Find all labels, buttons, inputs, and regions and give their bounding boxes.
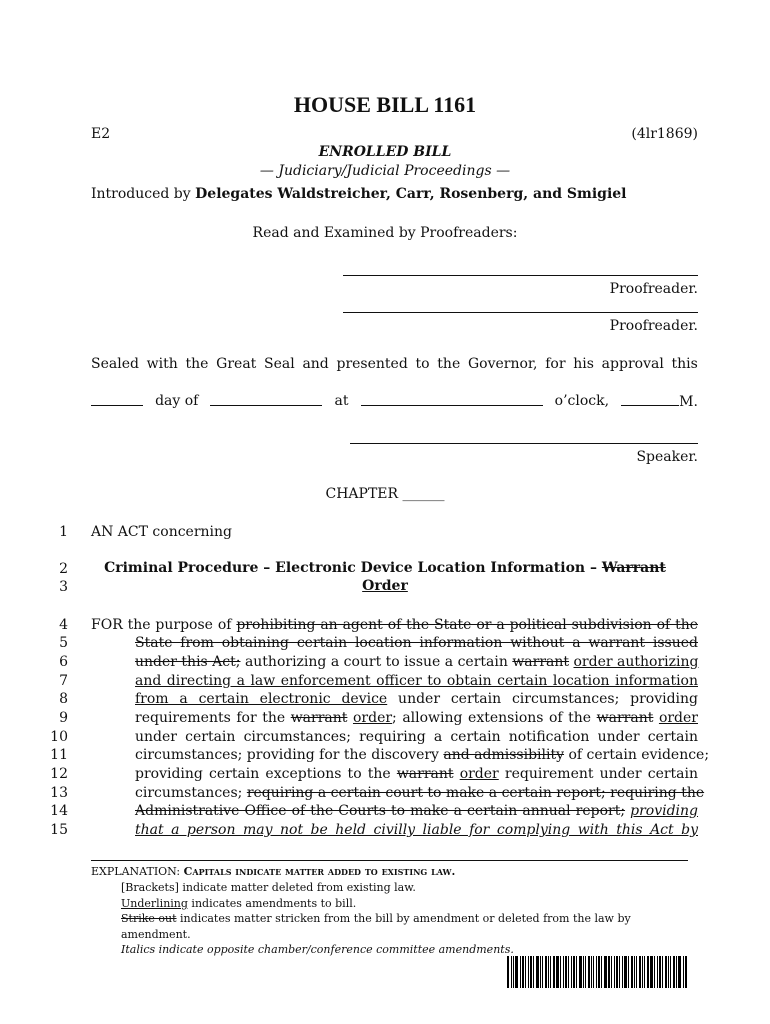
underlined-text: order <box>658 710 698 726</box>
word: Governor, <box>467 356 538 372</box>
underlined-text: order <box>459 766 499 782</box>
meridiem <box>621 393 698 410</box>
legend-strike-cont: amendment. <box>121 928 191 941</box>
struck-text: warrant <box>396 766 454 782</box>
barcode-bar <box>678 956 681 988</box>
text: FOR the purpose of <box>91 617 232 633</box>
barcode-bar <box>593 956 594 988</box>
day-blank <box>91 393 143 406</box>
barcode-bar <box>616 956 618 988</box>
barcode-bar <box>513 956 514 988</box>
barcode-bar <box>515 956 518 988</box>
intro-prefix: Introduced by <box>91 186 196 202</box>
barcode-bar <box>668 956 669 988</box>
barcode-bar <box>548 956 549 988</box>
barcode-bar <box>683 956 684 988</box>
barcode-bar <box>542 956 543 988</box>
speaker-signature-line <box>350 443 698 444</box>
explanation <box>91 865 455 878</box>
underlined-text: order <box>352 710 393 726</box>
italic-underlined-text: providing <box>630 803 699 819</box>
struck-text: under this Act; <box>135 654 241 670</box>
underlined-text: from a certain electronic device <box>135 691 388 707</box>
struck-text: requiring a certain court to make a certain report; requiring the <box>246 785 705 801</box>
drafting-code: (4lr1869) <box>631 126 698 142</box>
barcode-bar <box>525 956 526 988</box>
text: providing certain exceptions to the <box>135 766 391 782</box>
barcode-bar <box>563 956 564 988</box>
enrolled-label: ENROLLED BILL <box>318 144 452 160</box>
an-act: AN ACT concerning <box>91 524 232 540</box>
purpose-line-4 <box>91 617 698 633</box>
line-number: 13 <box>50 785 68 801</box>
barcode-bar <box>622 956 623 988</box>
oclock-label: o’clock, <box>554 393 610 409</box>
word: this <box>671 356 698 372</box>
text: requirement under certain <box>504 766 699 782</box>
text: requirements for the <box>135 710 286 726</box>
proofreader-signature-line-2 <box>343 312 698 313</box>
barcode-bar <box>571 956 572 988</box>
footer-rule <box>91 860 688 861</box>
legend-underlining <box>121 896 356 911</box>
line-number: 3 <box>59 579 68 595</box>
barcode-bar <box>642 956 643 988</box>
barcode-bar <box>511 956 512 988</box>
heading-underlined: Order <box>362 578 408 594</box>
barcode-bar <box>631 956 633 988</box>
barcode-bar <box>624 956 627 988</box>
explanation-label: EXPLANATION: <box>91 865 184 878</box>
word: presented <box>336 356 408 372</box>
barcode-bar <box>670 956 671 988</box>
word: the <box>437 356 461 372</box>
struck-text: warrant <box>512 654 570 670</box>
month-blank <box>210 393 322 406</box>
barcode-bar <box>628 956 629 988</box>
line-number: 11 <box>50 747 68 763</box>
line-number: 15 <box>50 822 68 838</box>
barcode-bar <box>604 956 607 988</box>
subject-code: E2 <box>91 126 111 142</box>
barcode-bar <box>568 956 569 988</box>
word: approval <box>601 356 664 372</box>
proofreader-signature-line-1 <box>343 275 698 276</box>
line-number: 2 <box>59 561 68 577</box>
purpose-line-13 <box>135 785 705 801</box>
read-examined: Read and Examined by Proofreaders: <box>252 225 518 241</box>
barcode-bar <box>636 956 637 988</box>
time-blank <box>361 393 543 406</box>
word: Great <box>216 356 257 372</box>
text: circumstances; <box>135 785 243 801</box>
legend-key: Underlining <box>121 897 188 910</box>
word: to <box>415 356 430 372</box>
barcode-bar <box>685 956 687 988</box>
chapter-label: CHAPTER ______ <box>325 486 445 502</box>
barcode-bar <box>556 956 559 988</box>
struck-text: prohibiting an agent of the State or a political subdivision of the <box>236 617 698 633</box>
purpose-line-15 <box>135 822 698 838</box>
barcode-bar <box>596 956 597 988</box>
barcode-bar <box>614 956 615 988</box>
speaker-label: Speaker. <box>636 449 698 465</box>
committee-label: — Judiciary/Judicial Proceedings — <box>259 163 511 179</box>
line-number: 9 <box>59 710 68 726</box>
line-number: 6 <box>59 654 68 670</box>
legend-italics: Italics indicate opposite chamber/conference committee amendments. <box>121 943 514 956</box>
barcode-bar <box>591 956 592 988</box>
underlined-text: order authorizing <box>573 654 699 670</box>
barcode-bar <box>579 956 582 988</box>
heading-struck: Warrant <box>601 560 666 576</box>
barcode-bar <box>565 956 567 988</box>
barcode-bar <box>598 956 600 988</box>
struck-text: warrant <box>596 710 654 726</box>
proofreader-label-2: Proofreader. <box>609 318 698 334</box>
word: the <box>185 356 209 372</box>
barcode-bar <box>583 956 584 988</box>
legend-text: indicates matter stricken from the bill by amendment or deleted from the law by <box>176 912 631 925</box>
text: ; allowing extensions of the <box>392 710 592 726</box>
sealed-statement <box>91 356 698 372</box>
legend-text: indicate matter deleted from existing law. <box>178 881 416 894</box>
barcode-bar <box>545 956 547 988</box>
barcode-bar <box>657 956 658 988</box>
legend-strike <box>121 911 631 926</box>
bill-heading-line-1 <box>0 560 770 576</box>
purpose-line-5 <box>135 635 698 651</box>
line-number: 1 <box>59 524 68 540</box>
line-number: 14 <box>50 803 68 819</box>
m-label: M. <box>679 394 698 410</box>
struck-text: State from obtaining certain location information without a warrant issued <box>135 635 698 651</box>
bill-heading-line-2 <box>0 578 770 594</box>
barcode-bar <box>665 956 667 988</box>
purpose-line-10 <box>135 729 698 745</box>
barcode-bar <box>644 956 645 988</box>
barcode-bar <box>550 956 551 988</box>
underlined-text: and directing a law enforcement officer to obtain certain location information <box>135 673 698 689</box>
barcode-bar <box>634 956 635 988</box>
legend-brackets <box>121 880 416 895</box>
barcode-bar <box>553 956 555 988</box>
purpose-line-11 <box>135 747 710 763</box>
legend-key: Strike out <box>121 912 177 925</box>
line-number: 4 <box>59 617 68 633</box>
barcode-bar <box>601 956 602 988</box>
meridiem-blank <box>621 393 679 406</box>
bill-title: HOUSE BILL 1161 <box>293 92 477 117</box>
text: under certain circumstances; providing <box>398 691 698 707</box>
legend-text: indicates amendments to bill. <box>187 897 357 910</box>
barcode-bar <box>560 956 561 988</box>
at-label: at <box>334 393 349 409</box>
line-number: 10 <box>50 729 68 745</box>
barcode-bar <box>611 956 612 988</box>
text: of certain evidence; <box>568 747 710 763</box>
barcode-bar <box>522 956 524 988</box>
barcode-bar <box>639 956 641 988</box>
barcode-bar <box>520 956 521 988</box>
barcode-bar <box>530 956 532 988</box>
word: with <box>146 356 178 372</box>
barcode-bar <box>659 956 661 988</box>
line-number: 8 <box>59 691 68 707</box>
barcode-bar <box>673 956 675 988</box>
purpose-line-12 <box>135 766 698 782</box>
barcode-bar <box>573 956 575 988</box>
barcode-bar <box>676 956 677 988</box>
word: Sealed <box>91 356 139 372</box>
barcode-bar <box>585 956 586 988</box>
barcode <box>507 956 690 988</box>
line-number: 7 <box>59 673 68 689</box>
word: his <box>573 356 594 372</box>
proofreader-label-1: Proofreader. <box>609 281 698 297</box>
sponsors: Delegates Waldstreicher, Carr, Rosenberg, and Smigiel <box>195 186 627 202</box>
text: circumstances; providing for the discovery <box>135 747 439 763</box>
legend-key: [Brackets] <box>121 881 179 894</box>
barcode-bar <box>528 956 529 988</box>
purpose-line-14 <box>135 803 698 819</box>
barcode-bar <box>533 956 534 988</box>
purpose-line-6 <box>135 654 698 670</box>
date-time-row <box>91 393 698 410</box>
purpose-line-7 <box>135 673 698 689</box>
barcode-bar <box>662 956 663 988</box>
barcode-bar <box>588 956 590 988</box>
introduced-by <box>91 186 627 202</box>
italic-underlined-text: that a person may not be held civilly liable for complying with this Act by <box>135 822 698 838</box>
barcode-bar <box>507 956 509 988</box>
word: for <box>545 356 566 372</box>
struck-text: Administrative Office of the Courts to make a certain annual report; <box>135 803 626 819</box>
text: authorizing a court to issue a certain <box>244 654 508 670</box>
explanation-caps: Capitals indicate matter added to existing law. <box>183 865 456 878</box>
struck-text: warrant <box>290 710 348 726</box>
struck-text: and admissibility <box>443 747 565 763</box>
barcode-bar <box>608 956 610 988</box>
barcode-bar <box>647 956 649 988</box>
word: Seal <box>264 356 295 372</box>
barcode-bar <box>536 956 539 988</box>
barcode-bar <box>576 956 577 988</box>
heading-text: Criminal Procedure – Electronic Device Location Information – <box>104 560 597 576</box>
purpose-line-9 <box>135 710 698 726</box>
barcode-bar <box>650 956 653 988</box>
barcode-bar <box>540 956 541 988</box>
purpose-line-8 <box>135 691 698 707</box>
barcode-bar <box>619 956 620 988</box>
line-number: 5 <box>59 635 68 651</box>
text: under certain circumstances; requiring a certain notification under certain <box>135 729 698 745</box>
day-of-label: day of <box>155 393 199 409</box>
line-number: 12 <box>50 766 68 782</box>
word: and <box>302 356 329 372</box>
barcode-bar <box>654 956 655 988</box>
